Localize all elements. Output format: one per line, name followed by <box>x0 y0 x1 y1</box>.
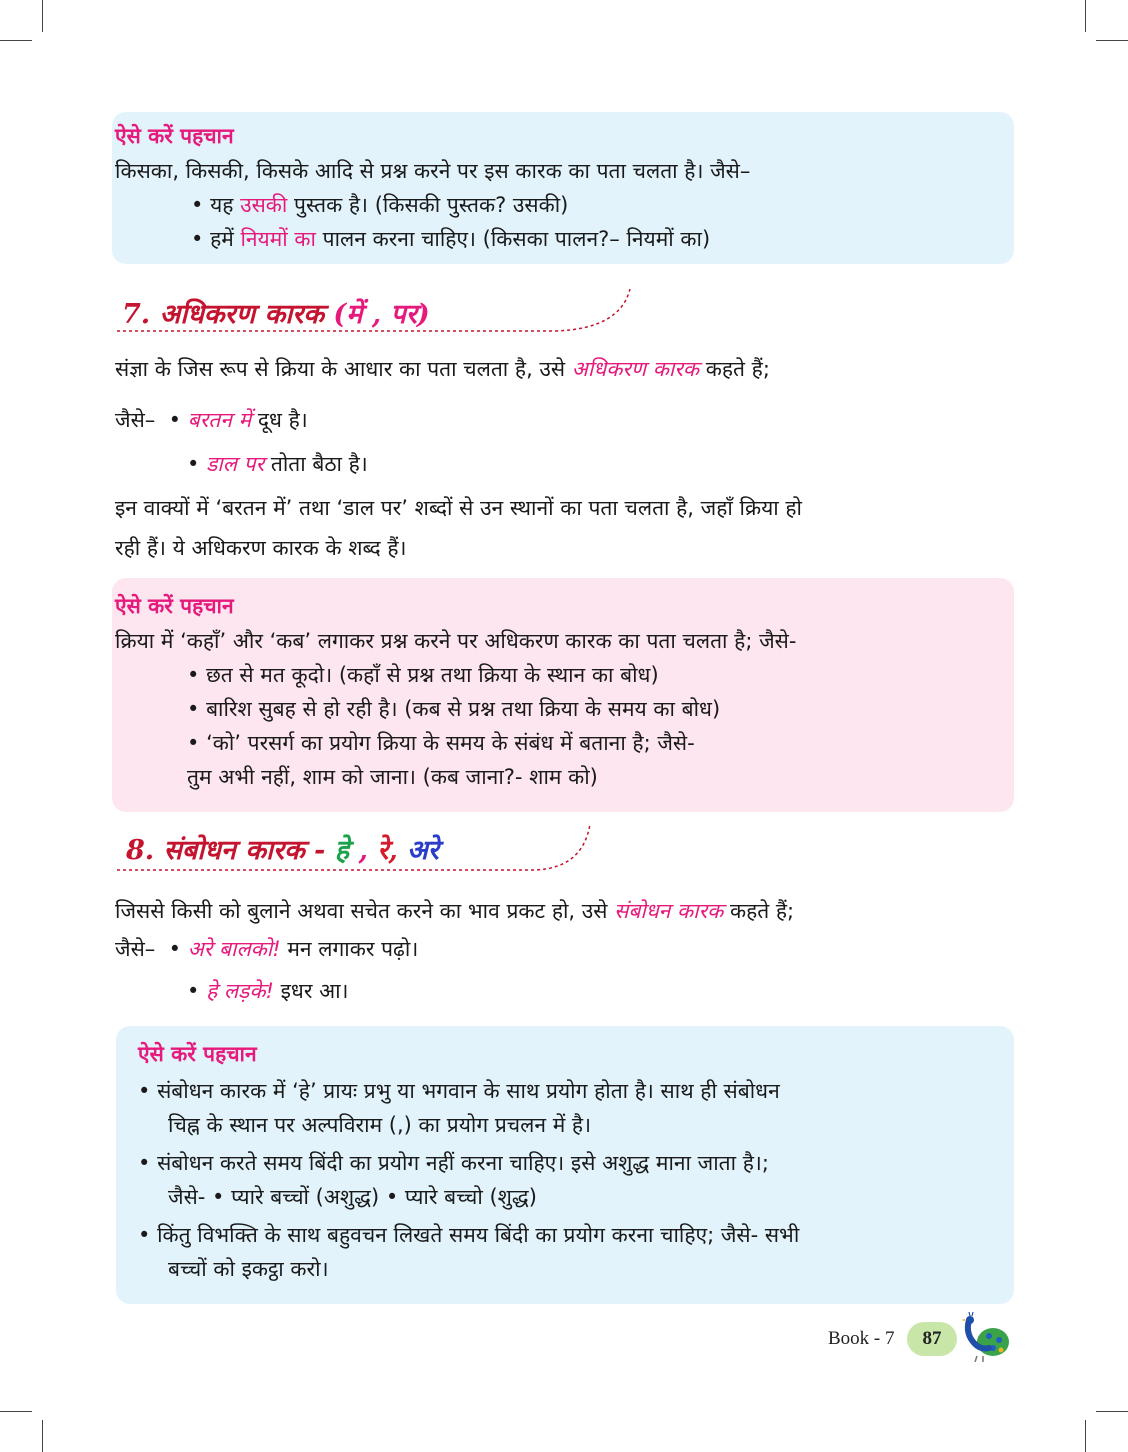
section-heading-8: 8. संबोधन कारक - हे , रे, अरे <box>126 835 439 866</box>
list-item: • संबोधन कारक में ‘हे’ प्रायः प्रभु या भगवान के साथ प्रयोग होता है। साथ ही संबोधन <box>138 1074 1014 1108</box>
list-item: • यह उसकी पुस्तक है। (किसकी पुस्तक? उसकी) <box>115 188 1014 222</box>
list-item: • ‘को’ परसर्ग का प्रयोग क्रिया के समय के संबंध में बताना है; जैसे- <box>115 726 1014 760</box>
list-item: • बारिश सुबह से हो रही है। (कब से प्रश्न तथा क्रिया के समय का बोध) <box>115 692 1014 726</box>
identification-box-3 <box>116 1026 1014 1304</box>
box-intro: क्रिया में ‘कहाँ’ और ‘कब’ लगाकर प्रश्न करने पर अधिकरण कारक का पता चलता है; जैसे- <box>115 629 797 653</box>
box-title: ऐसे करें पहचान <box>115 123 234 148</box>
book-label: Book - 7 <box>828 1328 895 1349</box>
peacock-icon <box>955 1312 1011 1362</box>
list-item-continuation: चिह्न के स्थान पर अल्पविराम (,) का प्रयोग प्रचलन में है। <box>168 1113 592 1137</box>
list-item: • हमें नियमों का पालन करना चाहिए। (किसका पालन?– नियमों का) <box>115 222 1014 256</box>
crop-mark <box>1085 0 1086 32</box>
box-intro: किसका, किसकी, किसके आदि से प्रश्न करने पर इस कारक का पता चलता है। जैसे– <box>115 159 751 183</box>
list-item: • किंतु विभक्ति के साथ बहुवचन लिखते समय बिंदी का प्रयोग करना चाहिए; जैसे- सभी <box>138 1218 1014 1252</box>
list-item: • छत से मत कूदो। (कहाँ से प्रश्न तथा क्रिया के स्थान का बोध) <box>115 658 1014 692</box>
explanation-7: इन वाक्यों में ‘बरतन में’ तथा ‘डाल पर’ शब्दों से उन स्थानों का पता चलता है, जहाँ क्रिया हो रही हैं। ये अधिकरण कारक के शब्द हैं। <box>115 496 802 560</box>
list-item-continuation: जैसे- • प्यारे बच्चों (अशुद्ध) • प्यारे बच्चो (शुद्ध) <box>168 1185 537 1209</box>
heading-underline <box>115 822 595 878</box>
example-list-8: जैसे– • अरे बालको! मन लगाकर पढ़ो। • हे लड़के! इधर आ। <box>115 937 419 1003</box>
crop-mark <box>1085 1420 1086 1452</box>
crop-mark <box>1096 1411 1128 1412</box>
crop-mark <box>0 40 32 41</box>
heading-underline <box>115 285 635 345</box>
crop-mark <box>42 1420 43 1452</box>
definition-8: जिससे किसी को बुलाने अथवा सचेत करने का भाव प्रकट हो, उसे संबोधन कारक कहते हैं; <box>115 899 795 923</box>
example-list-7: जैसे– • बरतन में दूध है। • डाल पर तोता बैठा है। <box>115 408 368 476</box>
section-heading-7: 7. अधिकरण कारक (में , पर) <box>122 299 430 330</box>
page-number: 87 <box>907 1322 957 1356</box>
definition-7: संज्ञा के जिस रूप से क्रिया के आधार का पता चलता है, उसे अधिकरण कारक कहते हैं; <box>115 357 770 381</box>
box-title: ऐसे करें पहचान <box>138 1041 257 1066</box>
list-item-continuation: बच्चों को इकट्ठा करो। <box>168 1257 329 1281</box>
list-item: • संबोधन करते समय बिंदी का प्रयोग नहीं करना चाहिए। इसे अशुद्ध माना जाता है।; <box>138 1146 1014 1180</box>
identification-box-1 <box>112 112 1014 264</box>
crop-mark <box>0 1411 32 1412</box>
identification-box-2 <box>112 578 1014 812</box>
box-title: ऐसे करें पहचान <box>115 593 234 618</box>
crop-mark <box>42 0 43 32</box>
crop-mark <box>1096 40 1128 41</box>
list-item-continuation: तुम अभी नहीं, शाम को जाना। (कब जाना?- शाम को) <box>187 765 598 789</box>
